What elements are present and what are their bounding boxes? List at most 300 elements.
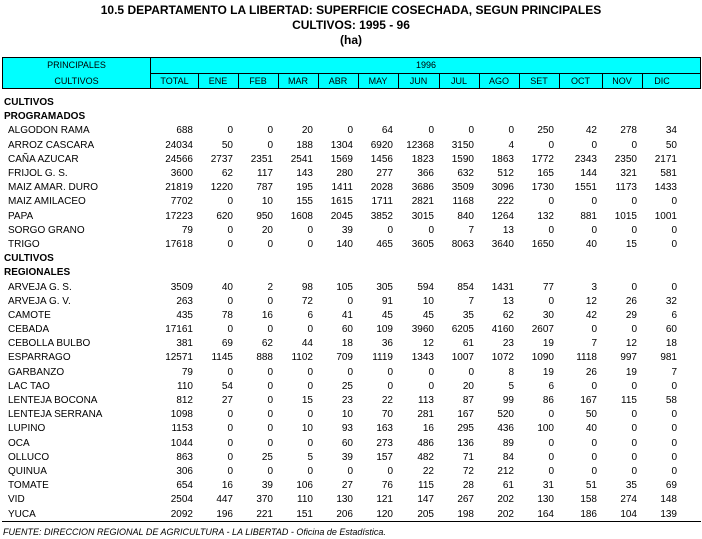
table-row [4, 493, 682, 507]
table-row [4, 507, 682, 521]
cell-ene: 62 [221, 168, 233, 180]
cell-jun: 1823 [411, 153, 434, 165]
cell-jul: 1007 [451, 352, 474, 364]
header-col-mar: MAR [288, 76, 308, 86]
cell-ago: 520 [497, 409, 514, 421]
cell-nov: 1173 [615, 182, 637, 194]
cell-feb: 787 [256, 182, 273, 194]
cell-abr: 0 [347, 465, 353, 477]
table-row [4, 394, 682, 408]
cell-feb: 0 [267, 295, 273, 307]
cell-dic: 0 [671, 423, 677, 435]
cell-ago: 89 [502, 437, 514, 449]
cell-abr: 23 [341, 395, 353, 407]
cell-ago: 4 [508, 139, 514, 151]
cell-ago: 3640 [491, 238, 514, 250]
cell-dic: 0 [671, 437, 677, 449]
cell-total: 3509 [170, 281, 193, 293]
cell-oct: 0 [591, 451, 597, 463]
cell-total: 688 [176, 125, 193, 137]
cell-nov: 0 [631, 409, 637, 421]
cell-ene: 2737 [210, 153, 233, 165]
cell-total: 1098 [170, 409, 193, 421]
table-row [4, 224, 682, 238]
cell-dic: 7 [671, 366, 677, 378]
cell-abr: 10 [341, 409, 353, 421]
cell-dic: 981 [660, 352, 677, 364]
cell-set: 1772 [531, 153, 554, 165]
cell-may: 91 [381, 295, 393, 307]
cell-jun: 12368 [406, 139, 434, 151]
cell-jul: 7 [468, 295, 474, 307]
cell-dic: 34 [665, 125, 677, 137]
cell-jun: 115 [418, 480, 434, 492]
cell-mar: 15 [301, 395, 313, 407]
cell-jun: 3686 [411, 182, 434, 194]
cell-set: 19 [542, 338, 554, 350]
cell-total: 812 [176, 395, 193, 407]
cell-mar: 0 [307, 324, 313, 336]
cell-dic: 1433 [654, 182, 677, 194]
header-col-ene: ENE [208, 76, 228, 86]
cell-jun: 16 [422, 423, 434, 435]
crop-name: MAIZ AMILACEO [8, 196, 86, 208]
cell-jun: 45 [422, 309, 434, 321]
cell-dic: 0 [671, 238, 677, 250]
cell-ago: 5 [508, 380, 514, 392]
cell-nov: 12 [625, 338, 637, 350]
table-row [4, 337, 682, 351]
header-col-jun: JUN [409, 76, 428, 86]
crop-name: OCA [8, 437, 30, 449]
cell-nov: 2350 [614, 153, 637, 165]
cell-may: 273 [376, 437, 393, 449]
header-col-may: MAY [368, 76, 388, 86]
cell-abr: 41 [341, 309, 353, 321]
header-col-dic: DIC [654, 76, 670, 86]
cell-set: 1730 [531, 182, 554, 194]
cell-mar: 6 [307, 309, 313, 321]
cell-oct: 2343 [574, 153, 597, 165]
section-title: PROGRAMADOS [4, 111, 86, 123]
cell-mar: 0 [307, 465, 313, 477]
crop-name: VID [8, 494, 25, 506]
cell-set: 0 [548, 196, 554, 208]
cell-may: 1119 [372, 352, 393, 364]
cell-mar: 10 [301, 423, 313, 435]
cell-nov: 0 [631, 437, 637, 449]
cell-dic: 139 [660, 508, 677, 520]
cell-mar: 151 [296, 508, 313, 520]
cell-ago: 202 [497, 508, 514, 520]
crop-name: FRIJOL G. S. [8, 168, 68, 180]
crop-name: OLLUCO [8, 451, 50, 463]
crop-name: CAÑA AZUCAR [8, 153, 79, 165]
cell-ago: 99 [502, 395, 514, 407]
cell-dic: 0 [671, 409, 677, 421]
cell-total: 306 [176, 465, 193, 477]
cell-set: 0 [548, 451, 554, 463]
cell-set: 0 [548, 409, 554, 421]
cell-ago: 4160 [491, 324, 514, 336]
cell-feb: 888 [256, 352, 273, 364]
cell-ene: 40 [221, 281, 233, 293]
crop-name: TRIGO [8, 238, 40, 250]
cell-may: 1711 [371, 196, 393, 208]
cell-feb: 0 [267, 465, 273, 477]
cell-mar: 1608 [290, 210, 313, 222]
cell-abr: 25 [341, 380, 353, 392]
cell-jul: 3150 [451, 139, 474, 151]
cell-total: 21819 [165, 182, 193, 194]
cell-nov: 0 [631, 324, 637, 336]
cell-jun: 1343 [411, 352, 434, 364]
header-divider [151, 73, 700, 74]
cell-ene: 16 [221, 480, 233, 492]
cell-oct: 158 [580, 494, 597, 506]
cell-abr: 60 [341, 437, 353, 449]
cell-ene: 50 [221, 139, 233, 151]
cell-total: 17161 [165, 324, 193, 336]
cell-total: 12571 [165, 352, 193, 364]
cell-set: 77 [542, 281, 554, 293]
cell-abr: 0 [347, 366, 353, 378]
cell-nov: 997 [620, 352, 637, 364]
cell-abr: 2045 [330, 210, 353, 222]
cell-abr: 18 [341, 338, 353, 350]
cell-ene: 447 [216, 494, 233, 506]
cell-jul: 20 [462, 380, 474, 392]
cell-nov: 104 [620, 508, 637, 520]
cell-feb: 0 [267, 238, 273, 250]
cell-set: 2607 [531, 324, 554, 336]
cell-ago: 13 [502, 224, 514, 236]
table-subtitle: CULTIVOS: 1995 - 96 [292, 18, 410, 32]
cell-mar: 98 [301, 281, 313, 293]
cell-ago: 61 [502, 480, 514, 492]
section-title: CULTIVOS [4, 253, 54, 265]
cell-may: 76 [381, 480, 393, 492]
crop-name: CAMOTE [8, 309, 51, 321]
cell-oct: 7 [591, 338, 597, 350]
cell-jul: 87 [462, 395, 474, 407]
cell-total: 24034 [165, 139, 193, 151]
cell-ago: 1264 [491, 210, 514, 222]
cell-may: 1456 [370, 153, 393, 165]
cell-nov: 0 [631, 465, 637, 477]
cell-dic: 0 [671, 224, 677, 236]
cell-mar: 0 [307, 366, 313, 378]
cell-nov: 0 [631, 224, 637, 236]
cell-may: 0 [387, 224, 393, 236]
cell-oct: 51 [585, 480, 597, 492]
cell-total: 863 [176, 451, 193, 463]
cell-feb: 370 [256, 494, 273, 506]
cell-abr: 206 [336, 508, 353, 520]
cell-abr: 1569 [330, 153, 353, 165]
cell-nov: 26 [625, 295, 637, 307]
cell-oct: 40 [585, 423, 597, 435]
cell-abr: 1615 [330, 196, 353, 208]
table-row [4, 323, 682, 337]
cell-jul: 35 [462, 309, 474, 321]
crop-name: CEBOLLA BULBO [8, 338, 91, 350]
cell-may: 277 [376, 168, 393, 180]
cell-feb: 0 [267, 139, 273, 151]
header-col-set: SET [530, 76, 548, 86]
cell-may: 45 [381, 309, 393, 321]
cell-set: 100 [537, 423, 554, 435]
cell-jun: 10 [422, 295, 434, 307]
cell-mar: 20 [301, 125, 313, 137]
cell-mar: 0 [307, 409, 313, 421]
cell-oct: 881 [580, 210, 597, 222]
cell-mar: 0 [307, 437, 313, 449]
cell-feb: 0 [267, 409, 273, 421]
cell-nov: 0 [631, 281, 637, 293]
cell-nov: 15 [625, 238, 637, 250]
cell-jun: 482 [417, 451, 434, 463]
cell-mar: 195 [296, 182, 313, 194]
cell-dic: 60 [665, 324, 677, 336]
cell-set: 250 [537, 125, 554, 137]
cell-abr: 105 [336, 281, 353, 293]
cell-may: 3852 [370, 210, 393, 222]
table-row [4, 210, 682, 224]
cell-may: 70 [381, 409, 393, 421]
cell-total: 381 [176, 338, 193, 350]
cell-dic: 0 [671, 465, 677, 477]
cell-nov: 274 [620, 494, 637, 506]
cell-abr: 0 [347, 125, 353, 137]
cell-set: 132 [537, 210, 554, 222]
header-col-ago: AGO [488, 76, 509, 86]
cell-oct: 40 [585, 238, 597, 250]
cell-jul: 6205 [451, 324, 474, 336]
cell-feb: 10 [261, 196, 273, 208]
cell-set: 0 [548, 437, 554, 449]
cell-ene: 0 [227, 196, 233, 208]
cell-total: 17618 [165, 238, 193, 250]
cell-ene: 0 [227, 451, 233, 463]
cell-set: 130 [537, 494, 554, 506]
cell-jul: 72 [462, 465, 474, 477]
table-row [4, 351, 682, 365]
header-col-jul: JUL [450, 76, 467, 86]
cell-oct: 12 [585, 295, 597, 307]
cell-ene: 0 [227, 324, 233, 336]
cell-feb: 0 [267, 324, 273, 336]
cell-ene: 0 [227, 465, 233, 477]
cell-total: 79 [181, 224, 193, 236]
cell-set: 0 [548, 224, 554, 236]
cell-oct: 186 [580, 508, 597, 520]
cell-feb: 0 [267, 125, 273, 137]
cell-oct: 1118 [576, 352, 597, 364]
cell-ago: 202 [497, 494, 514, 506]
cell-jul: 840 [457, 210, 474, 222]
cell-abr: 130 [336, 494, 353, 506]
cell-mar: 72 [301, 295, 313, 307]
cell-nov: 321 [620, 168, 637, 180]
crop-name: GARBANZO [8, 366, 65, 378]
cell-nov: 278 [620, 125, 637, 137]
cell-set: 0 [548, 465, 554, 477]
table-title: 10.5 DEPARTAMENTO LA LIBERTAD: SUPERFICIE COSECHADA, SEGUN PRINCIPALES [100, 3, 602, 17]
crop-name: ARVEJA G. V. [8, 295, 71, 307]
table-row [4, 366, 682, 380]
cell-ago: 62 [502, 309, 514, 321]
cell-jun: 0 [428, 380, 434, 392]
cell-nov: 29 [625, 309, 637, 321]
cell-ene: 54 [221, 380, 233, 392]
header-col-abr: ABR [328, 76, 348, 86]
table-row [4, 195, 682, 209]
cell-ene: 69 [221, 338, 233, 350]
crop-name: SORGO GRANO [8, 224, 85, 236]
cell-jun: 12 [422, 338, 434, 350]
cell-mar: 0 [307, 380, 313, 392]
cell-oct: 0 [591, 324, 597, 336]
section-title: REGIONALES [4, 267, 71, 279]
table-row [4, 437, 682, 451]
cell-ene: 196 [216, 508, 233, 520]
cell-dic: 6 [671, 309, 677, 321]
cell-mar: 188 [296, 139, 313, 151]
table-unit: (ha) [340, 33, 362, 47]
cell-jul: 632 [457, 168, 474, 180]
cell-may: 6920 [370, 139, 393, 151]
cell-jul: 8063 [451, 238, 474, 250]
crop-name: MAIZ AMAR. DURO [8, 182, 99, 194]
cell-feb: 0 [267, 437, 273, 449]
cell-ago: 84 [502, 451, 514, 463]
cell-jun: 205 [417, 508, 434, 520]
cell-oct: 1551 [574, 182, 597, 194]
cell-oct: 50 [585, 409, 597, 421]
crop-name: ARROZ CASCARA [8, 139, 95, 151]
cell-ago: 222 [497, 196, 514, 208]
cell-nov: 35 [625, 480, 637, 492]
cell-nov: 1015 [614, 210, 637, 222]
cell-total: 435 [176, 309, 193, 321]
cell-ago: 512 [497, 168, 514, 180]
cell-jun: 3960 [411, 324, 434, 336]
cell-feb: 25 [261, 451, 273, 463]
cell-jul: 0 [468, 366, 474, 378]
cell-jun: 3015 [411, 210, 434, 222]
cell-dic: 18 [665, 338, 677, 350]
crop-name: ARVEJA G. S. [8, 281, 72, 293]
cell-jun: 0 [428, 125, 434, 137]
crop-name: QUINUA [8, 465, 47, 477]
cell-ene: 0 [227, 238, 233, 250]
cell-abr: 27 [341, 480, 353, 492]
cell-dic: 2171 [654, 153, 677, 165]
crop-name: LENTEJA SERRANA [8, 409, 103, 421]
cell-feb: 0 [267, 366, 273, 378]
cell-ene: 0 [227, 437, 233, 449]
cell-jul: 854 [457, 281, 474, 293]
cell-jun: 594 [417, 281, 434, 293]
header-col-total: TOTAL [160, 76, 189, 86]
table-row [4, 408, 682, 422]
cell-set: 30 [542, 309, 554, 321]
cell-ago: 1072 [491, 352, 514, 364]
cell-mar: 44 [301, 338, 313, 350]
header-col-oct: OCT [571, 76, 590, 86]
table-row [4, 280, 682, 294]
cell-ago: 1431 [491, 281, 514, 293]
cell-ene: 620 [216, 210, 233, 222]
cell-set: 0 [548, 295, 554, 307]
crop-name: LAC TAO [8, 380, 50, 392]
cell-may: 157 [376, 451, 393, 463]
cell-ago: 8 [508, 366, 514, 378]
crop-name: TOMATE [8, 480, 49, 492]
cell-total: 3600 [170, 168, 193, 180]
source-note: FUENTE: DIRECCION REGIONAL DE AGRICULTURA - LA LIBERTAD - Oficina de Estadística. [3, 527, 386, 537]
cell-total: 263 [176, 295, 193, 307]
crop-name: LENTEJA BOCONA [8, 395, 98, 407]
cell-set: 19 [542, 366, 554, 378]
cell-dic: 0 [671, 380, 677, 392]
cell-dic: 0 [671, 281, 677, 293]
cell-oct: 0 [591, 437, 597, 449]
cell-oct: 144 [580, 168, 597, 180]
table-row [4, 124, 682, 138]
cell-dic: 0 [671, 451, 677, 463]
cell-jul: 1590 [451, 153, 474, 165]
cell-abr: 39 [341, 224, 353, 236]
cell-nov: 0 [631, 423, 637, 435]
table-row [4, 479, 682, 493]
cell-abr: 280 [336, 168, 353, 180]
cell-ene: 0 [227, 224, 233, 236]
cell-oct: 0 [591, 380, 597, 392]
cell-total: 2092 [170, 508, 193, 520]
cell-feb: 117 [257, 168, 273, 180]
cell-nov: 0 [631, 196, 637, 208]
cell-may: 64 [381, 125, 393, 137]
cell-feb: 0 [267, 423, 273, 435]
cell-feb: 221 [256, 508, 273, 520]
table-header [2, 57, 701, 89]
crop-name: LUPINO [8, 423, 46, 435]
table-row [4, 451, 682, 465]
table-row [4, 139, 682, 153]
cell-ene: 0 [227, 423, 233, 435]
cell-ene: 0 [227, 366, 233, 378]
cell-jun: 3605 [411, 238, 434, 250]
table-row [4, 380, 682, 394]
section-title: CULTIVOS [4, 97, 54, 109]
cell-may: 36 [381, 338, 393, 350]
cell-mar: 155 [296, 196, 313, 208]
cell-mar: 2541 [290, 153, 313, 165]
cell-jul: 28 [462, 480, 474, 492]
cell-ago: 212 [497, 465, 514, 477]
cell-total: 1044 [170, 437, 193, 449]
cell-total: 7702 [170, 196, 193, 208]
cell-feb: 950 [256, 210, 273, 222]
cell-set: 0 [548, 139, 554, 151]
cell-oct: 42 [585, 125, 597, 137]
cell-feb: 39 [261, 480, 273, 492]
cell-jul: 3509 [451, 182, 474, 194]
cell-oct: 42 [585, 309, 597, 321]
cell-dic: 148 [660, 494, 677, 506]
